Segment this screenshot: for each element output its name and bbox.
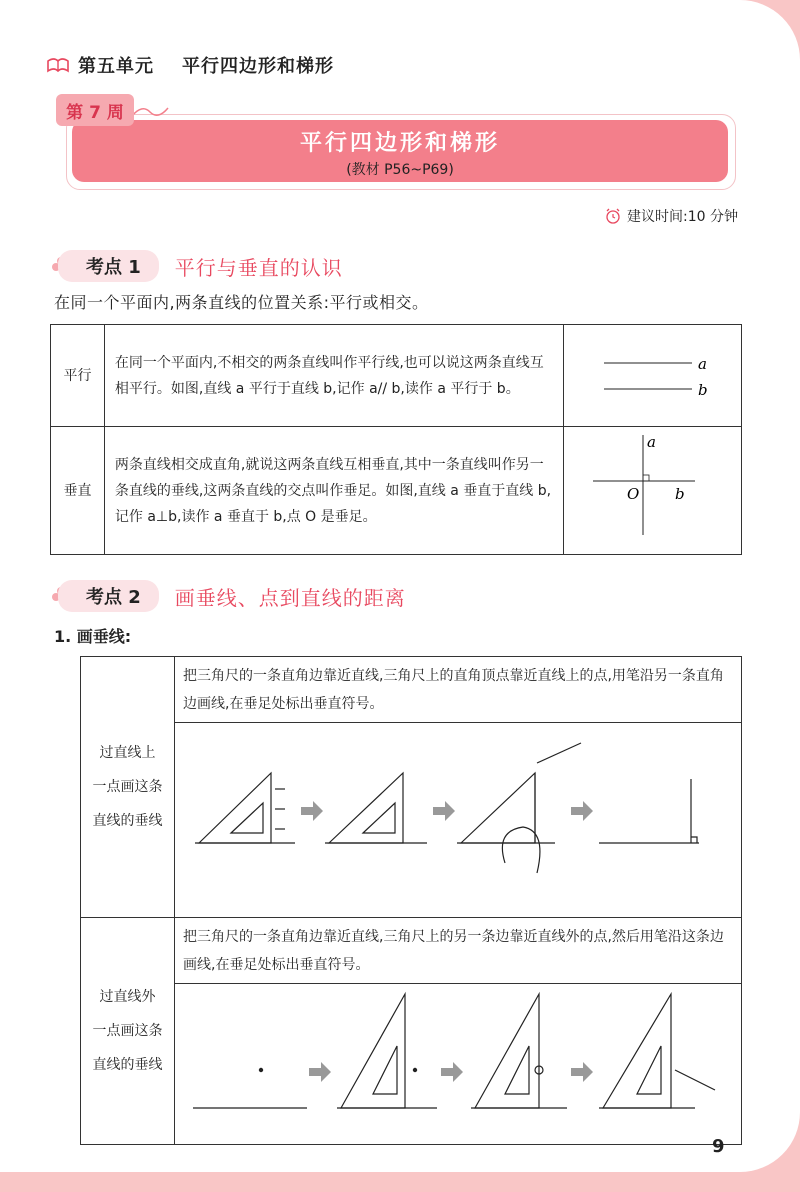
kaodian-1-title: 平行与垂直的认识 bbox=[174, 255, 343, 280]
banner-title: 平行四边形和梯形 bbox=[299, 131, 500, 156]
table-row bbox=[51, 325, 742, 427]
row-term: 平行 bbox=[51, 325, 105, 427]
row-text: 把三角尺的一条直角边靠近直线,三角尺上的另一条边靠近直线外的点,然后用笔沿这条边画线,在垂足处标出垂直符号。 bbox=[175, 918, 742, 984]
row-term bbox=[81, 918, 175, 1145]
steps-illustration-2 bbox=[175, 984, 742, 1145]
row-text: 把三角尺的一条直角边靠近直线,三角尺上的直角顶点靠近直线上的点,用笔沿另一条直角边画线,在垂足处标出垂直符号。 bbox=[175, 657, 742, 723]
kaodian-1-heading bbox=[50, 250, 343, 282]
row-term: 垂直 bbox=[51, 427, 105, 555]
row-term bbox=[81, 657, 175, 918]
kaodian-2-title: 画垂线、点到直线的距离 bbox=[174, 585, 406, 610]
kaodian-2-label: 考点 2 bbox=[58, 580, 159, 612]
table-row bbox=[81, 723, 742, 918]
steps-illustration-1 bbox=[175, 723, 742, 918]
banner-subtitle: (教材 P56~P69) bbox=[346, 162, 454, 178]
kaodian-2-heading bbox=[50, 580, 406, 612]
week-tag: 第 7 周 bbox=[56, 94, 134, 126]
parallel-perpendicular-table bbox=[50, 324, 742, 555]
draw-perpendicular-table bbox=[80, 656, 742, 1145]
term-line: 过直线外 bbox=[99, 989, 156, 1005]
suggested-time bbox=[605, 206, 738, 226]
kaodian-1-label: 考点 1 bbox=[58, 250, 159, 282]
table-row bbox=[81, 984, 742, 1145]
arrow-icons bbox=[309, 1062, 593, 1082]
term-line: 一点画这条 bbox=[92, 1023, 163, 1039]
perpendicular-figure bbox=[564, 427, 742, 555]
label-b: b bbox=[697, 381, 708, 399]
page-number: 9 bbox=[712, 1136, 725, 1157]
unit-label: 第五单元 bbox=[78, 56, 154, 77]
kaodian-1-intro: 在同一个平面内,两条直线的位置关系:平行或相交。 bbox=[54, 293, 429, 312]
parallel-lines-diagram bbox=[588, 341, 718, 401]
arrow-icons bbox=[301, 801, 593, 821]
subheading-draw-perpendicular: 1. 画垂线: bbox=[54, 627, 132, 646]
unit-header bbox=[46, 52, 334, 78]
label-a: a bbox=[697, 355, 707, 373]
table-row bbox=[81, 918, 742, 984]
label-a: a bbox=[646, 433, 656, 451]
perpendicular-lines-diagram bbox=[583, 431, 723, 541]
row-text: 两条直线相交成直角,就说这两条直线互相垂直,其中一条直线叫作另一条直线的垂线,这两条直线的交点叫作垂足。如图,直线 a 垂直于直线 b,记作 a⊥b,读作 a 垂直于 b,点 O 是垂足。 bbox=[104, 427, 563, 555]
point-on-line-steps-figure bbox=[175, 723, 741, 907]
table-row bbox=[81, 657, 742, 723]
term-line: 直线的垂线 bbox=[92, 813, 163, 829]
alarm-clock-icon bbox=[605, 208, 621, 224]
row-text: 在同一个平面内,不相交的两条直线叫作平行线,也可以说这两条直线互相平行。如图,直线 a 平行于直线 b,记作 a// b,读作 a 平行于 b。 bbox=[104, 325, 563, 427]
term-line: 直线的垂线 bbox=[92, 1057, 163, 1073]
unit-title: 平行四边形和梯形 bbox=[182, 56, 334, 77]
label-b: b bbox=[674, 485, 685, 503]
table-row bbox=[51, 427, 742, 555]
parallel-figure bbox=[564, 325, 742, 427]
point-off-line-steps-figure bbox=[175, 984, 741, 1134]
book-icon bbox=[46, 55, 70, 75]
term-line: 过直线上 bbox=[99, 745, 156, 761]
label-o: O bbox=[626, 485, 639, 503]
lesson-banner bbox=[72, 120, 728, 182]
term-line: 一点画这条 bbox=[92, 779, 163, 795]
suggested-time-text: 建议时间:10 分钟 bbox=[627, 209, 738, 225]
